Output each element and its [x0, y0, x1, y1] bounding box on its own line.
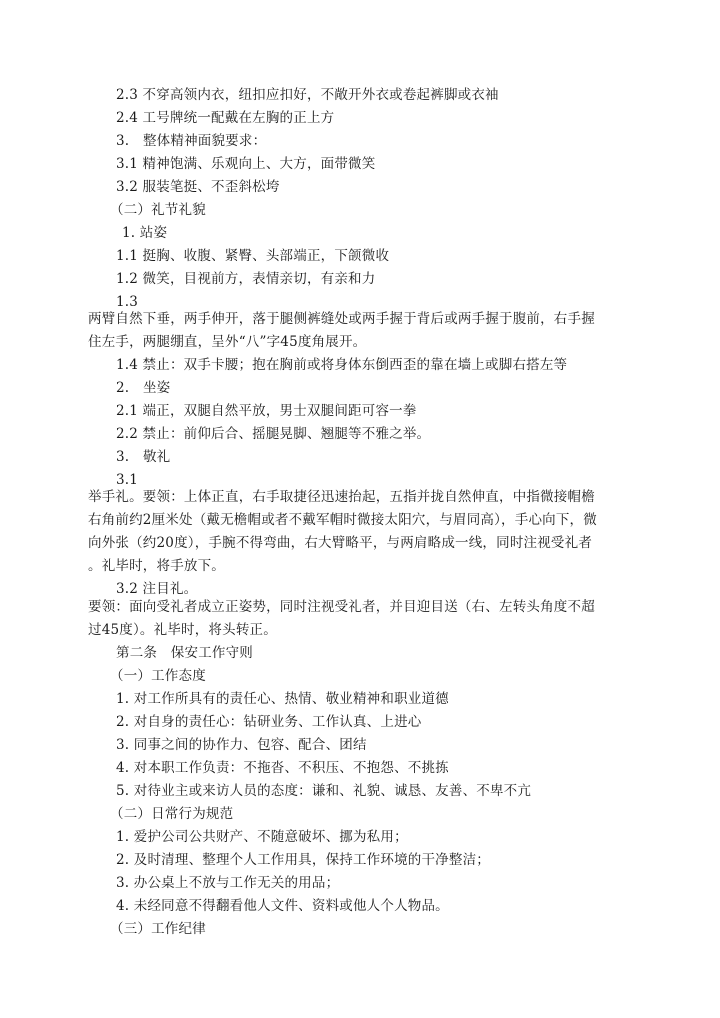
text-line: 2. 对自身的责任心：钻研业务、工作认真、上进心: [116, 714, 422, 730]
text-line: 4. 对本职工作负责：不拖沓、不积压、不抱怨、不挑拣: [116, 760, 449, 776]
text-line: 3. 办公桌上不放与工作无关的用品；: [116, 875, 340, 891]
section-heading: 第二条 保安工作守则: [116, 645, 253, 661]
text-line: 过45度）。礼毕时，将头转正。: [88, 622, 277, 638]
text-line: 1. 对工作所具有的责任心、热情、敬业精神和职业道德: [116, 691, 449, 707]
text-line: 右角前约2厘米处（戴无檐帽或者不戴军帽时微接太阳穴，与眉同高），手心向下，微: [88, 512, 597, 528]
text-line: 4. 未经同意不得翻看他人文件、资料或他人个人物品。: [116, 898, 449, 914]
text-line: 两臂自然下垂，两手伸开，落于腿侧裤缝处或两手握于背后或两手握于腹前，右手握: [88, 311, 595, 327]
section-heading: （二）日常行为规范: [110, 806, 234, 822]
section-heading: （三）工作纪律: [110, 921, 206, 937]
text-line: 住左手，两腿绷直，呈外“八”字45度角展开。: [88, 334, 367, 350]
text-line: 3.1: [116, 472, 139, 488]
text-line: 3.2 服装笔挺、不歪斜松垮: [116, 179, 280, 195]
text-line: 1.3: [116, 294, 139, 310]
text-line: 3.2 注目礼。: [116, 581, 198, 597]
section-heading: （二）礼节礼貌: [110, 202, 206, 218]
text-line: 3. 同事之间的协作力、包容、配合、团结: [116, 737, 367, 753]
text-line: 3. 敬礼: [116, 449, 171, 465]
text-line: 要领：面向受礼者成立正姿势，同时注视受礼者，并目迎目送（右、左转头角度不超: [88, 599, 595, 615]
section-heading: （一）工作态度: [110, 668, 206, 684]
text-line: 2.2 禁止：前仰后合、摇腿晃脚、翘腿等不雅之举。: [116, 426, 431, 442]
text-line: 1.4 禁止：双手卡腰；抱在胸前或将身体东倒西歪的靠在墙上或脚右搭左等: [116, 357, 568, 373]
text-line: 举手礼。要领：上体正直，右手取捷径迅速抬起，五指并拢自然伸直，中指微接帽檐: [88, 489, 595, 505]
text-line: 3. 整体精神面貌要求：: [116, 133, 267, 149]
text-line: 1. 站姿: [122, 225, 168, 241]
text-line: 2. 坐姿: [116, 380, 171, 396]
text-line: 1.2 微笑，目视前方，表情亲切，有亲和力: [116, 271, 376, 287]
text-line: 5. 对待业主或来访人员的态度：谦和、礼貌、诚恳、友善、不卑不亢: [116, 783, 532, 799]
text-line: 1.1 挺胸、收腹、紧臀、头部端正，下颌微收: [116, 248, 390, 264]
text-line: 3.1 精神饱满、乐观向上、大方，面带微笑: [116, 156, 376, 172]
text-line: 1. 爱护公司公共财产、不随意破坏、挪为私用；: [116, 829, 408, 845]
text-line: 2. 及时清理、整理个人工作用具，保持工作环境的干净整洁；: [116, 852, 490, 868]
text-line: 2.3 不穿高领内衣，纽扣应扣好，不敞开外衣或卷起裤脚或衣袖: [116, 87, 499, 103]
text-line: 。礼毕时，将手放下。: [88, 558, 225, 574]
text-line: 2.4 工号牌统一配戴在左胸的正上方: [116, 110, 335, 126]
text-line: 向外张（约20度），手腕不得弯曲，右大臂略平，与两肩略成一线，同时注视受礼者: [88, 535, 593, 551]
text-line: 2.1 端正，双腿自然平放，男士双腿间距可容一拳: [116, 403, 417, 419]
